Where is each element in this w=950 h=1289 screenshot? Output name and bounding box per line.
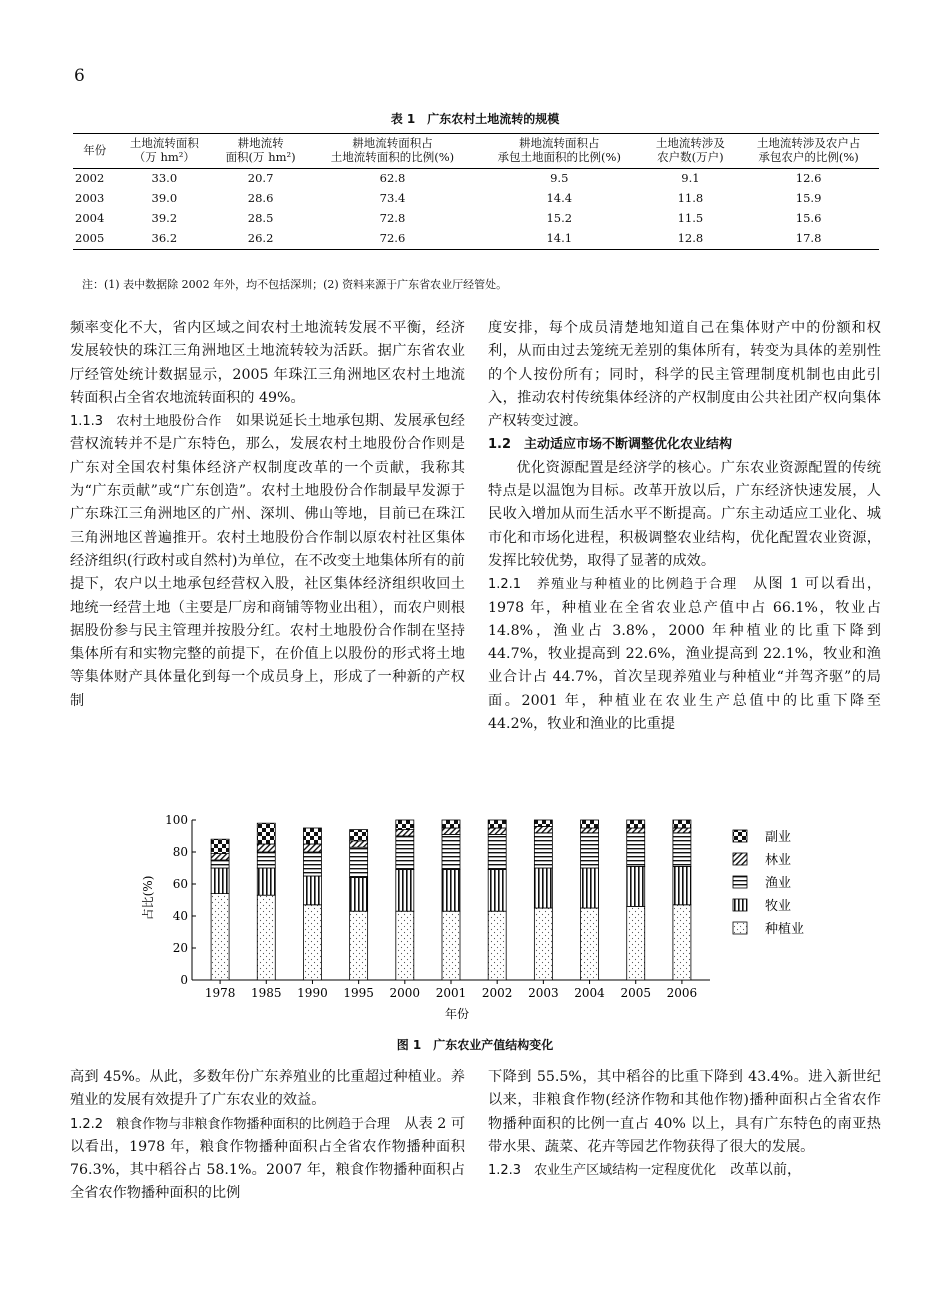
paragraph: 度安排，每个成员清楚地知道自己在集体财产中的份额和权利，从而由过去笼统无差别的集体所有，转变为具体的差别性的个人按份所有；同时，科学的民主管理制度机制也由此引入，推动农村传统集体经济的产权制度由公共社团产权向集体产权转变过渡。 bbox=[488, 320, 881, 430]
paragraph: 优化资源配置是经济学的核心。广东农业资源配置的传统特点是以温饱为目标。改革开放以后，广东经济快速发展，人民收入增加从而生活水平不断提高。广东主动适应工业化、城市化和市场化进程，积极调整农业结构，优化配置农业资源，发挥比较优势，取得了显著的成效。 bbox=[488, 459, 881, 569]
table-caption: 表 1 广东农村土地流转的规模 bbox=[390, 112, 560, 126]
header-line: 承包农户的比例(%) bbox=[758, 149, 859, 164]
table-cell: 28.6 bbox=[247, 190, 274, 205]
legend-label: 牧业 bbox=[765, 899, 792, 914]
bar-segment-牧业 bbox=[442, 870, 460, 912]
table-cell: 9.1 bbox=[681, 170, 700, 185]
figure-caption: 图 1 广东农业产值结构变化 bbox=[396, 1038, 554, 1052]
bar-segment-副业 bbox=[673, 820, 691, 828]
table-cell: 11.5 bbox=[677, 210, 704, 225]
table-header-cell bbox=[476, 134, 643, 169]
table-cell: 39.0 bbox=[151, 190, 178, 205]
bar-segment-种植业 bbox=[534, 908, 552, 980]
header-line: 土地流转面积 bbox=[129, 136, 199, 150]
bar-segment-渔业 bbox=[627, 833, 645, 867]
table-cell: 20.7 bbox=[247, 170, 274, 185]
header-line: 承包土地面积的比例(%) bbox=[497, 149, 621, 164]
bar-segment-渔业 bbox=[534, 833, 552, 868]
bar-segment-副业 bbox=[396, 820, 414, 830]
header-line: 土地流转涉及 bbox=[655, 136, 725, 150]
section-1-2-1 bbox=[488, 573, 881, 736]
x-tick-label: 2003 bbox=[528, 986, 559, 1000]
bar-segment-渔业 bbox=[581, 833, 599, 868]
header-line: 耕地流转 bbox=[237, 136, 284, 150]
bar-segment-渔业 bbox=[673, 833, 691, 867]
bar-segment-牧业 bbox=[257, 868, 275, 895]
bar-segment-渔业 bbox=[442, 834, 460, 869]
header-line: 耕地流转面积占 bbox=[519, 136, 600, 150]
agri-output-chart bbox=[130, 808, 830, 1030]
table-header-cell bbox=[117, 134, 213, 169]
page-number: 6 bbox=[74, 66, 85, 86]
bar-segment-渔业 bbox=[488, 834, 506, 869]
table-cell: 72.8 bbox=[379, 210, 406, 225]
section-1-2-2 bbox=[70, 1113, 465, 1206]
paragraph: 高到 45%。从此，多数年份广东养殖业的比重超过种植业。养殖业的发展有效提升了广东农业的效益。 bbox=[70, 1069, 465, 1109]
table-cell: 15.6 bbox=[795, 210, 822, 225]
legend-swatch bbox=[733, 876, 747, 888]
bar-segment-林业 bbox=[627, 828, 645, 833]
header-line: 面积(万 hm²) bbox=[225, 149, 296, 164]
header-line: 耕地流转面积占 bbox=[352, 136, 433, 150]
header-line: 土地流转涉及农户占 bbox=[756, 136, 861, 150]
table-cell: 15.9 bbox=[795, 190, 822, 205]
bar-segment-林业 bbox=[488, 828, 506, 834]
table-header-cell bbox=[643, 134, 739, 169]
bar-segment-渔业 bbox=[211, 860, 229, 868]
table-cell: 33.0 bbox=[151, 170, 178, 185]
bar-segment-牧业 bbox=[396, 870, 414, 912]
bar-segment-林业 bbox=[350, 841, 368, 847]
legend-label: 渔业 bbox=[765, 876, 792, 891]
y-tick-label: 40 bbox=[172, 909, 188, 923]
bar-segment-渔业 bbox=[396, 836, 414, 870]
bar-segment-牧业 bbox=[488, 870, 506, 912]
bar-segment-副业 bbox=[581, 820, 599, 828]
table-note: 注：(1) 表中数据除 2002 年外，均不包括深圳；(2) 资料来源于广东省农业厅经管处。 bbox=[82, 278, 508, 291]
table-cell: 2002 bbox=[75, 170, 105, 185]
legend-swatch bbox=[733, 830, 747, 842]
table-cell: 2004 bbox=[75, 210, 105, 225]
y-tick-label: 100 bbox=[165, 813, 188, 827]
x-tick-label: 2000 bbox=[389, 986, 421, 1000]
table-cell: 12.8 bbox=[643, 229, 739, 250]
land-transfer-table bbox=[73, 133, 879, 250]
bar-segment-种植业 bbox=[350, 911, 368, 980]
table-header-cell bbox=[73, 134, 117, 169]
bar-segment-林业 bbox=[211, 854, 229, 860]
table-cell: 12.6 bbox=[795, 170, 822, 185]
section-title: 1.2.3 农业生产区域结构一定程度优化 bbox=[488, 1163, 717, 1179]
table-row bbox=[73, 189, 879, 209]
bar-segment-林业 bbox=[673, 828, 691, 833]
bar-segment-种植业 bbox=[581, 908, 599, 980]
x-tick-label: 1990 bbox=[297, 986, 328, 1000]
section-text: 从表 2 可以看出，1978 年，粮食作物播种面积占全省农作物播种面积 76.3%，其中稻谷占 58.1%。2007 年，粮食作物播种面积占全省农作物播种面积的比例 bbox=[70, 1115, 466, 1202]
header-line: 农户数(万户) bbox=[657, 149, 724, 164]
table-header-cell bbox=[212, 134, 309, 169]
table-cell: 36.2 bbox=[117, 229, 213, 250]
x-tick-label: 2005 bbox=[620, 986, 652, 1000]
legend-swatch bbox=[733, 922, 747, 934]
bar-segment-种植业 bbox=[303, 905, 321, 980]
x-axis-label: 年份 bbox=[444, 1007, 470, 1021]
table-cell: 62.8 bbox=[379, 170, 406, 185]
table-header-cell bbox=[738, 134, 879, 169]
table-cell: 9.5 bbox=[550, 170, 569, 185]
section-1-2-3 bbox=[488, 1159, 881, 1182]
bar-segment-林业 bbox=[396, 830, 414, 836]
bar-segment-种植业 bbox=[211, 894, 229, 980]
bar-segment-林业 bbox=[534, 826, 552, 832]
x-tick-label: 2004 bbox=[574, 986, 605, 1000]
table-cell: 14.1 bbox=[476, 229, 643, 250]
table-row bbox=[73, 229, 879, 250]
right-column bbox=[488, 317, 881, 736]
section-title: 1.2.1 养殖业与种植业的比例趋于合理 bbox=[488, 577, 738, 593]
section-text: 改革以前， bbox=[716, 1162, 802, 1179]
bar-segment-林业 bbox=[442, 828, 460, 834]
section-title: 1.2.2 粮食作物与非粮食作物播种面积的比例趋于合理 bbox=[70, 1116, 391, 1132]
paragraph: 下降到 55.5%，其中稻谷的比重下降到 43.4%。进入新世纪以来，非粮食作物(经济作物和其他作物)播种面积占全省农作物播种面积的比例一直占 40% 以上，具有广东特色的南亚热带水果、蔬菜、花卉等园艺作物获得了很大的发展。 bbox=[488, 1069, 881, 1155]
bar-segment-种植业 bbox=[396, 911, 414, 980]
bar-segment-牧业 bbox=[303, 876, 321, 905]
header-line: 土地流转面积的比例(%) bbox=[330, 149, 455, 164]
bar-segment-林业 bbox=[303, 844, 321, 852]
bar-segment-牧业 bbox=[350, 878, 368, 912]
legend-label: 种植业 bbox=[765, 922, 805, 937]
table-header-cell bbox=[309, 134, 476, 169]
bar-segment-林业 bbox=[257, 844, 275, 852]
x-tick-label: 1978 bbox=[204, 986, 236, 1000]
bar-segment-渔业 bbox=[257, 852, 275, 868]
table-cell: 39.2 bbox=[151, 210, 178, 225]
table-cell: 15.2 bbox=[546, 210, 573, 225]
section-1-1-3 bbox=[70, 410, 465, 713]
bottom-left-column bbox=[70, 1066, 465, 1206]
header-line: 年份 bbox=[83, 142, 107, 157]
table-row bbox=[73, 168, 879, 189]
header-line: （万 hm²） bbox=[133, 149, 195, 164]
y-axis-label: 占比(%) bbox=[141, 875, 155, 921]
x-tick-label: 2001 bbox=[435, 986, 467, 1000]
section-1-2-title: 1.2 主动适应市场不断调整优化农业结构 bbox=[488, 437, 733, 453]
section-title: 1.1.3 农村土地股份合作 bbox=[70, 414, 222, 430]
bar-segment-副业 bbox=[442, 820, 460, 828]
table-cell: 2003 bbox=[75, 190, 105, 205]
legend-swatch bbox=[733, 853, 747, 865]
bar-segment-种植业 bbox=[488, 911, 506, 980]
bar-segment-渔业 bbox=[350, 847, 368, 877]
y-tick-label: 80 bbox=[172, 845, 188, 859]
legend-label: 林业 bbox=[765, 853, 792, 868]
table-cell: 17.8 bbox=[738, 229, 879, 250]
table-cell: 72.6 bbox=[309, 229, 476, 250]
table-cell: 26.2 bbox=[212, 229, 309, 250]
bar-segment-牧业 bbox=[673, 866, 691, 904]
table-cell: 2005 bbox=[73, 229, 117, 250]
bar-segment-种植业 bbox=[257, 895, 275, 980]
left-column bbox=[70, 317, 465, 713]
y-tick-label: 0 bbox=[180, 973, 188, 987]
bar-segment-副业 bbox=[211, 839, 229, 853]
bar-segment-副业 bbox=[257, 823, 275, 844]
table-cell: 28.5 bbox=[247, 210, 274, 225]
section-text: 从图 1 可以看出，1978 年，种植业在全省农业总产值中占 66.1%，牧业占 14.8%，渔业占 3.8%，2000 年种植业的比重下降到 44.7%，牧业提高到 22.6%，渔业提高到 22.1%，牧业和渔业合计占 44.7%，首次呈现养殖业与种植业“并驾齐驱”的局面。2001 年，种植业在农业生产总值中的比重下降至 44.2%，牧业和渔业的比重提 bbox=[488, 576, 882, 733]
bar-segment-渔业 bbox=[303, 852, 321, 876]
legend-label: 副业 bbox=[765, 830, 792, 845]
bar-segment-牧业 bbox=[581, 868, 599, 908]
bar-segment-副业 bbox=[488, 820, 506, 828]
bar-segment-林业 bbox=[581, 828, 599, 833]
x-tick-label: 2006 bbox=[666, 986, 698, 1000]
section-text: 如果说延长土地承包期、发展承包经营权流转并不是广东特色，那么，发展农村土地股份合作则是广东对全国农村集体经济产权制度改革的一个贡献，我称其为“广东贡献”或“广东创造”。农村土地股份合作制最早发源于广东珠江三角洲地区的广州、深圳、佛山等地，目前已在珠江三角洲地区普遍推开。农村土地股份合作制以原农村社区集体经济组织(行政村或自然村)为单位，在不改变土地集体所有的前提下，农户以土地承包经营权入股，社区集体经济组织收回土地统一经营土地（主要是厂房和商铺等物业出租），而农户则根据股份参与民主管理并按股分红。农村土地股份合作制在坚持集体所有和实物完整的前提下，在价值上以股份的形式将土地等集体财产具体量化到每一个成员身上，形成了一种新的产权制 bbox=[70, 413, 465, 709]
bar-segment-牧业 bbox=[211, 868, 229, 894]
x-tick-label: 2002 bbox=[481, 986, 513, 1000]
bar-segment-牧业 bbox=[627, 866, 645, 906]
bar-segment-种植业 bbox=[442, 911, 460, 980]
legend-swatch bbox=[733, 899, 747, 911]
bar-segment-种植业 bbox=[673, 905, 691, 980]
x-tick-label: 1995 bbox=[343, 986, 374, 1000]
table-row bbox=[73, 209, 879, 229]
y-tick-label: 20 bbox=[172, 941, 188, 955]
y-tick-label: 60 bbox=[172, 877, 188, 891]
paragraph: 频率变化不大，省内区域之间农村土地流转发展不平衡，经济发展较快的珠江三角洲地区土地流转较为活跃。据广东省农业厅经管处统计数据显示，2005 年珠江三角洲地区农村土地流转面积占全省农地流转面积的 49%。 bbox=[70, 320, 465, 406]
table-cell: 11.8 bbox=[677, 190, 704, 205]
bar-segment-种植业 bbox=[627, 906, 645, 980]
bar-segment-副业 bbox=[534, 820, 552, 826]
table-cell: 14.4 bbox=[546, 190, 573, 205]
x-tick-label: 1985 bbox=[250, 986, 282, 1000]
bar-segment-副业 bbox=[627, 820, 645, 828]
bottom-right-column bbox=[488, 1066, 881, 1182]
bar-segment-副业 bbox=[303, 828, 321, 844]
bar-segment-副业 bbox=[350, 830, 368, 841]
bar-segment-牧业 bbox=[534, 868, 552, 908]
table-cell: 73.4 bbox=[379, 190, 406, 205]
